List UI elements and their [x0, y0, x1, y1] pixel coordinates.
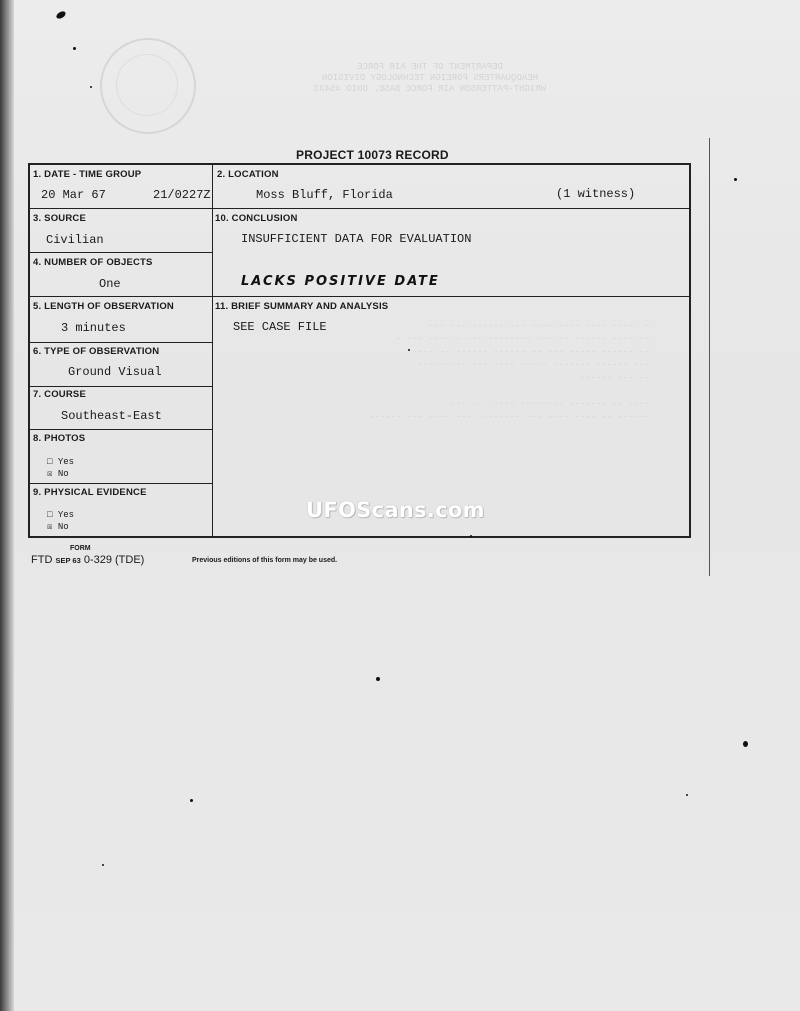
- photos-yes-option: [47, 457, 74, 467]
- row-divider-6: [30, 429, 212, 430]
- scan-speck: [55, 10, 67, 20]
- scan-speck: [408, 349, 410, 351]
- evidence-no-checkbox: ☒: [47, 522, 53, 532]
- footer-form-id: [31, 554, 144, 566]
- summary-label: 11. BRIEF SUMMARY AND ANALYSIS: [215, 301, 389, 312]
- bleed-header-line-3: WRIGHT-PATTERSON AIR FORCE BASE, OHIO 45433: [313, 84, 547, 94]
- photos-no-option: [47, 469, 69, 479]
- photos-label: 8. PHOTOS: [33, 433, 86, 444]
- bleed-through-text: - ---- ---- ---- ---- --- ------ --- --- -- ---- ------ -- --- -------- --- - ---- --- - -- ------ ----- --- -- ------ ------ -- ---- --- ------ ------- ----- ---- --- --------- -- --- ------ ---- -- ------- -------- ---- - --- ------ -- ---- ---- --- ------- --- ---- --- ------: [369, 321, 650, 422]
- footer-form-number: 0-329 (TDE): [83, 554, 145, 566]
- bleed-through-letterhead: [280, 62, 580, 95]
- number-of-objects-label: 4. NUMBER OF OBJECTS: [33, 257, 153, 268]
- row-divider-3: [30, 296, 689, 297]
- witness-note: (1 witness): [556, 187, 636, 201]
- bleed-header-line-1: DEPARTMENT OF THE AIR FORCE: [357, 62, 503, 72]
- photos-yes-checkbox: □: [47, 457, 53, 467]
- photos-no-checkbox: ☒: [47, 469, 53, 479]
- row-divider-4: [30, 342, 212, 343]
- footer-form-word: FORM: [70, 545, 91, 552]
- scan-speck: [743, 741, 748, 747]
- physical-evidence-label: 9. PHYSICAL EVIDENCE: [33, 487, 147, 498]
- course-value: Southeast-East: [61, 409, 162, 423]
- scan-speck: [73, 47, 76, 50]
- conclusion-value: INSUFFICIENT DATA FOR EVALUATION: [241, 232, 472, 246]
- evidence-yes-checkbox: □: [47, 510, 53, 520]
- column-divider: [212, 165, 213, 536]
- source-value: Civilian: [46, 233, 104, 247]
- course-label: 7. COURSE: [33, 389, 87, 400]
- scan-speck: [686, 794, 688, 796]
- conclusion-label: 10. CONCLUSION: [215, 213, 298, 224]
- evidence-no-label: No: [57, 522, 69, 532]
- scan-speck: [90, 86, 92, 88]
- footer-edition: SEP 63: [55, 556, 81, 565]
- type-of-observation-label: 6. TYPE OF OBSERVATION: [33, 346, 160, 357]
- scan-speck: [190, 799, 193, 802]
- row-divider-7: [30, 483, 212, 484]
- form-title: PROJECT 10073 RECORD: [296, 148, 449, 162]
- scan-speck: [376, 677, 380, 681]
- bleed-through-seal: [100, 38, 196, 134]
- number-of-objects-value: One: [99, 277, 121, 291]
- footer-note: Previous editions of this form may be used.: [192, 557, 338, 564]
- scan-speck: [102, 864, 104, 866]
- scan-speck: [470, 535, 472, 537]
- bleed-header-line-2: HEADQUARTERS FOREIGN TECHNOLOGY DIVISION: [321, 73, 539, 83]
- evidence-yes-label: Yes: [57, 510, 75, 520]
- location-label: 2. LOCATION: [217, 169, 279, 180]
- photos-no-label: No: [57, 469, 69, 479]
- evidence-no-option: [47, 522, 69, 532]
- row-divider-2: [30, 252, 212, 253]
- seal-inner-ring: [116, 54, 178, 116]
- location-value: Moss Bluff, Florida: [256, 188, 393, 202]
- date-value: 20 Mar 67: [41, 188, 106, 202]
- scan-speck: [734, 178, 737, 181]
- time-value: 21/0227Z: [153, 188, 211, 202]
- handwritten-note: LACKS POSITIVE DATE: [241, 274, 440, 289]
- photos-yes-label: Yes: [57, 457, 75, 467]
- summary-value: SEE CASE FILE: [233, 320, 327, 334]
- length-of-observation-label: 5. LENGTH OF OBSERVATION: [33, 301, 174, 312]
- page-right-rule: [709, 138, 710, 576]
- source-label: 3. SOURCE: [33, 213, 87, 224]
- scan-edge-shadow: [0, 0, 14, 1011]
- row-divider-1: [30, 208, 689, 209]
- footer-agency: FTD: [31, 554, 53, 566]
- row-divider-5: [30, 386, 212, 387]
- evidence-yes-option: [47, 510, 74, 520]
- length-of-observation-value: 3 minutes: [61, 321, 126, 335]
- watermark: UFOScans.com: [306, 498, 485, 522]
- date-time-label: 1. DATE - TIME GROUP: [33, 169, 142, 180]
- type-of-observation-value: Ground Visual: [68, 365, 162, 379]
